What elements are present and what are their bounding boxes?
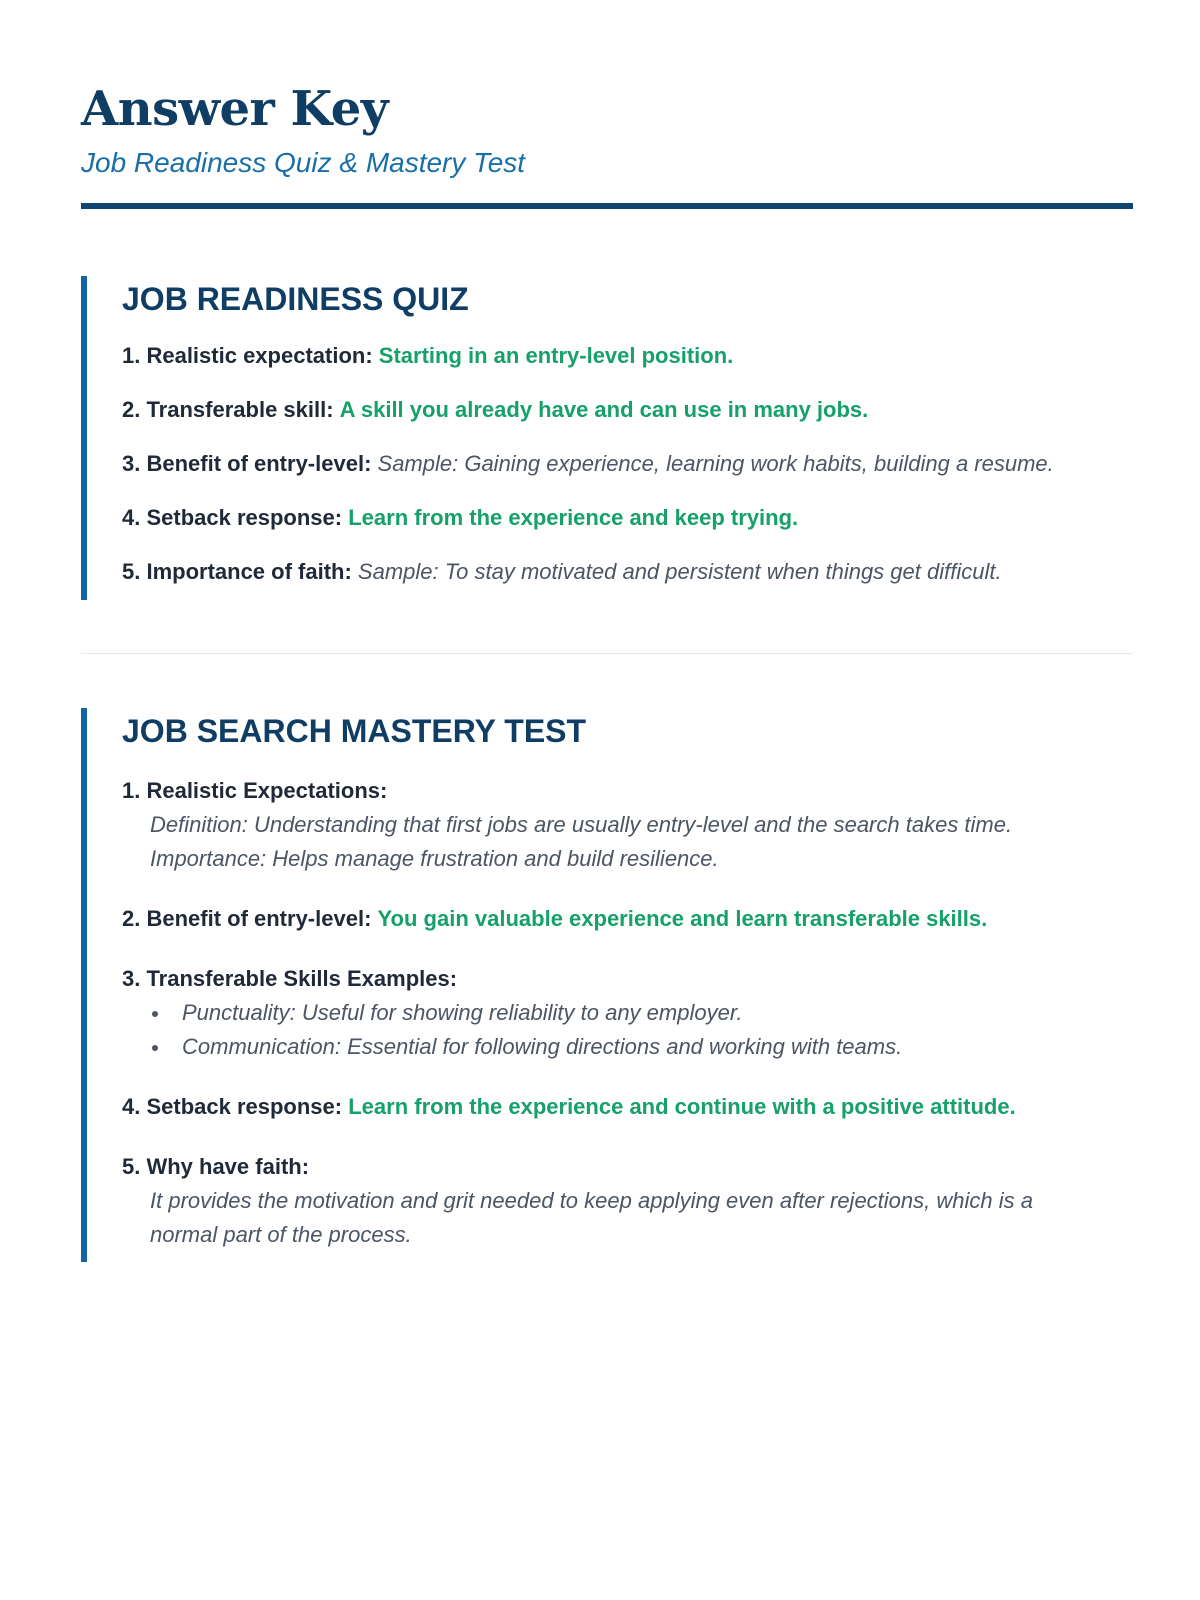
quiz-item-label: 2. Transferable skill: xyxy=(122,397,334,423)
mastery-item-5 xyxy=(122,1150,1133,1252)
quiz-item-4 xyxy=(122,502,1133,534)
skill-bullet-item: Punctuality: Useful for showing reliability to any employer. xyxy=(182,996,1133,1030)
skills-bullet-list xyxy=(122,996,1133,1064)
quiz-item-label: 1. Realistic expectation: xyxy=(122,343,373,369)
quiz-item-label: 5. Importance of faith: xyxy=(122,559,352,585)
quiz-item-sample-answer: Sample: Gaining experience, learning work habits, building a resume. xyxy=(377,451,1054,477)
quiz-item-sample-answer: Sample: To stay motivated and persistent when things get difficult. xyxy=(357,559,1002,585)
mastery-item-detail xyxy=(122,1184,1100,1252)
mastery-item-1 xyxy=(122,774,1133,876)
section-title-quiz: JOB READINESS QUIZ xyxy=(122,281,469,317)
page-title: Answer Key xyxy=(81,81,389,137)
quiz-answer-list xyxy=(122,340,1133,588)
mastery-item-4 xyxy=(122,1090,1133,1124)
page-subtitle: Job Readiness Quiz & Mastery Test xyxy=(81,147,526,178)
mastery-item-label: 5. Why have faith: xyxy=(122,1154,310,1180)
mastery-item-2 xyxy=(122,902,1133,936)
job-search-mastery-test-section xyxy=(81,708,1133,1262)
quiz-item-answer: Learn from the experience and keep trying. xyxy=(348,505,799,531)
quiz-item-5 xyxy=(122,556,1133,588)
header-rule xyxy=(81,203,1133,209)
mastery-item-label: 3. Transferable Skills Examples: xyxy=(122,966,458,992)
section-title-mastery: JOB SEARCH MASTERY TEST xyxy=(122,713,587,749)
skill-bullet-item: Communication: Essential for following directions and working with teams. xyxy=(182,1030,1133,1064)
quiz-item-2 xyxy=(122,394,1133,426)
mastery-item-label: 1. Realistic Expectations: xyxy=(122,778,388,804)
section-divider xyxy=(81,653,1133,654)
job-readiness-quiz-section xyxy=(81,276,1133,600)
quiz-item-label: 3. Benefit of entry-level: xyxy=(122,451,372,477)
quiz-item-1 xyxy=(122,340,1133,372)
quiz-item-answer: Starting in an entry-level position. xyxy=(378,343,734,369)
quiz-item-label: 4. Setback response: xyxy=(122,505,343,531)
mastery-item-answer: You gain valuable experience and learn transferable skills. xyxy=(377,906,988,932)
definition-text: Definition: Understanding that first jobs are usually entry-level and the search takes time. xyxy=(150,812,1013,838)
importance-text: Importance: Helps manage frustration and build resilience. xyxy=(150,846,719,872)
mastery-item-3 xyxy=(122,962,1133,1064)
mastery-item-label: 4. Setback response: xyxy=(122,1094,343,1120)
quiz-item-answer: A skill you already have and can use in many jobs. xyxy=(339,397,869,423)
mastery-answer-list xyxy=(122,774,1133,1252)
mastery-item-label: 2. Benefit of entry-level: xyxy=(122,906,372,932)
quiz-item-3 xyxy=(122,448,1133,480)
mastery-item-detail xyxy=(122,808,1133,876)
faith-answer-text: It provides the motivation and grit needed to keep applying even after rejections, which is a normal part of the process. xyxy=(150,1188,1033,1248)
mastery-item-answer: Learn from the experience and continue with a positive attitude. xyxy=(348,1094,1016,1120)
